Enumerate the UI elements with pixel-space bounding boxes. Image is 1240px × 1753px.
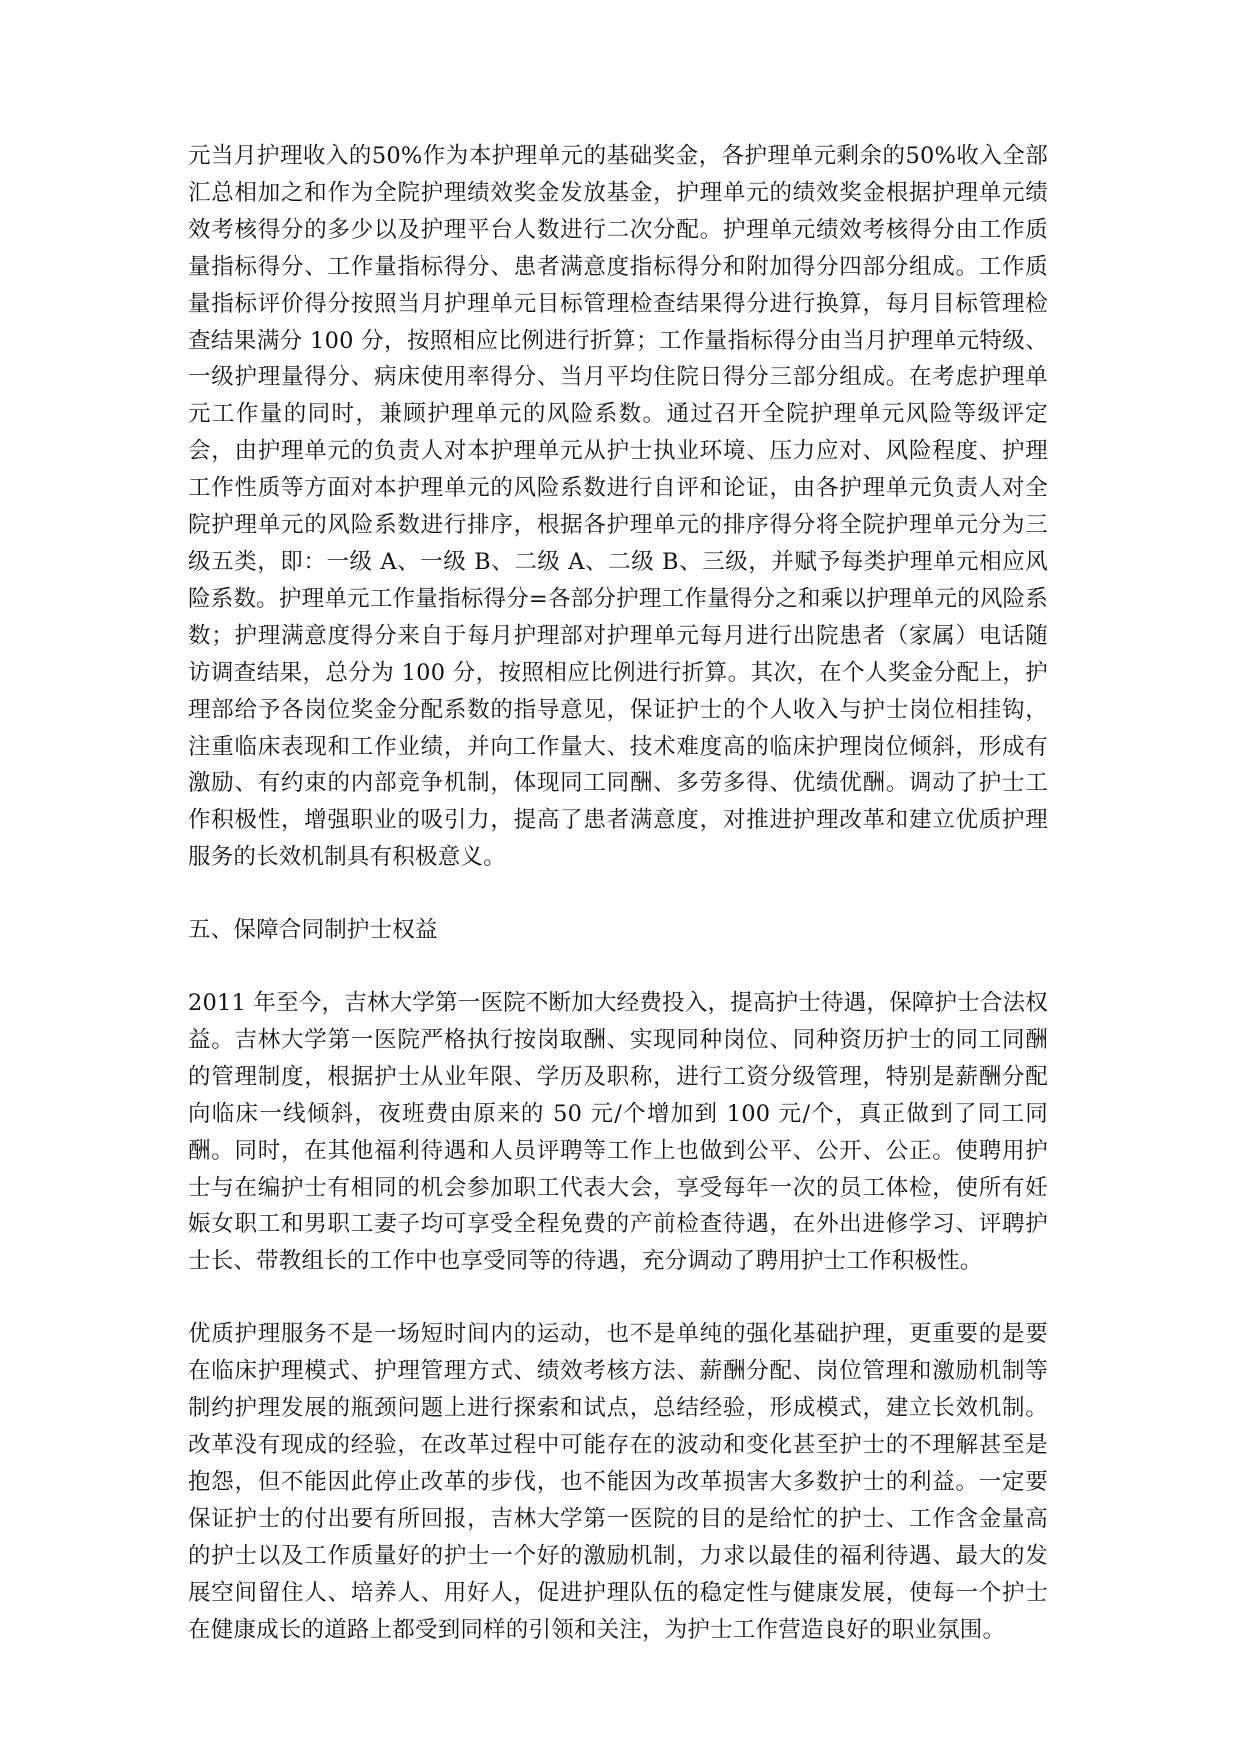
paragraph-contract-nurse-rights: 2011 年至今，吉林大学第一医院不断加大经费投入，提高护士待遇，保障护士合法权益。吉林大学第一医院严格执行按岗取酬、实现同种岗位、同种资历护士的同工同酬的管理制度，根据护士从业年限、学历及职称，进行工资分级管理，特别是薪酬分配向临床一线倾斜，夜班费由原来的 50 元/个增加到 100 元/个，真正做到了同工同酬。同时，在其他福利待遇和人员评聘等工作上也做到公平、公开、公正。使聘用护士与在编护士有相同的机会参加职工代表大会，享受每年一次的员工体检，使所有妊娠女职工和男职工妻子均可享受全程免费的产前检查待遇，在外出进修学习、评聘护士长、带教组长的工作中也享受同等的待遇，充分调动了聘用护士工作积极性。	[188, 990, 1048, 1275]
section-heading: 五、保障合同制护士权益	[188, 917, 438, 944]
document-body	[188, 138, 1048, 1648]
paragraph-quality-service-conclusion: 优质护理服务不是一场短时间内的运动，也不是单纯的强化基础护理，更重要的是要在临床护理模式、护理管理方式、绩效考核方法、薪酬分配、岗位管理和激励机制等制约护理发展的瓶颈问题上进行探索和试点，总结经验，形成模式，建立长效机制。改革没有现成的经验，在改革过程中可能存在的波动和变化甚至护士的不理解甚至是抱怨，但不能因此停止改革的步伐，也不能因为改革损害大多数护士的利益。一定要保证护士的付出要有所回报，吉林大学第一医院的目的是给忙的护士、工作含金量高的护士以及工作质量好的护士一个好的激励机制，力求以最佳的福利待遇、最大的发展空间留住人、培养人、用好人，促进护理队伍的稳定性与健康发展，使每一个护士在健康成长的道路上都受到同样的引领和关注，为护士工作营造良好的职业氛围。	[188, 1321, 1048, 1643]
paragraph-performance-bonus: 元当月护理收入的50%作为本护理单元的基础奖金，各护理单元剩余的50%收入全部汇总相加之和作为全院护理绩效奖金发放基金，护理单元的绩效奖金根据护理单元绩效考核得分的多少以及护理平台人数进行二次分配。护理单元绩效考核得分由工作质量指标得分、工作量指标得分、患者满意度指标得分和附加得分四部分组成。工作质量指标评价得分按照当月护理单元目标管理检查结果得分进行换算，每月目标管理检查结果满分 100 分，按照相应比例进行折算；工作量指标得分由当月护理单元特级、一级护理量得分、病床使用率得分、当月平均住院日得分三部分组成。在考虑护理单元工作量的同时，兼顾护理单元的风险系数。通过召开全院护理单元风险等级评定会，由护理单元的负责人对本护理单元从护士执业环境、压力应对、风险程度、护理工作性质等方面对本护理单元的风险系数进行自评和论证，由各护理单元负责人对全院护理单元的风险系数进行排序，根据各护理单元的排序得分将全院护理单元分为三级五类，即：一级 A、一级 B、二级 A、二级 B、三级，并赋予每类护理单元相应风险系数。护理单元工作量指标得分=各部分护理工作量得分之和乘以护理单元的风险系数；护理满意度得分来自于每月护理部对护理单元每月进行出院患者（家属）电话随访调查结果，总分为 100 分，按照相应比例进行折算。其次，在个人奖金分配上，护理部给予各岗位奖金分配系数的指导意见，保证护士的个人收入与护士岗位相挂钩，注重临床表现和工作业绩，并向工作量大、技术难度高的临床护理岗位倾斜，形成有激励、有约束的内部竞争机制，体现同工同酬、多劳多得、优绩优酬。调动了护士工作积极性，增强职业的吸引力，提高了患者满意度，对推进护理改革和建立优质护理服务的长效机制具有积极意义。	[188, 143, 1048, 871]
